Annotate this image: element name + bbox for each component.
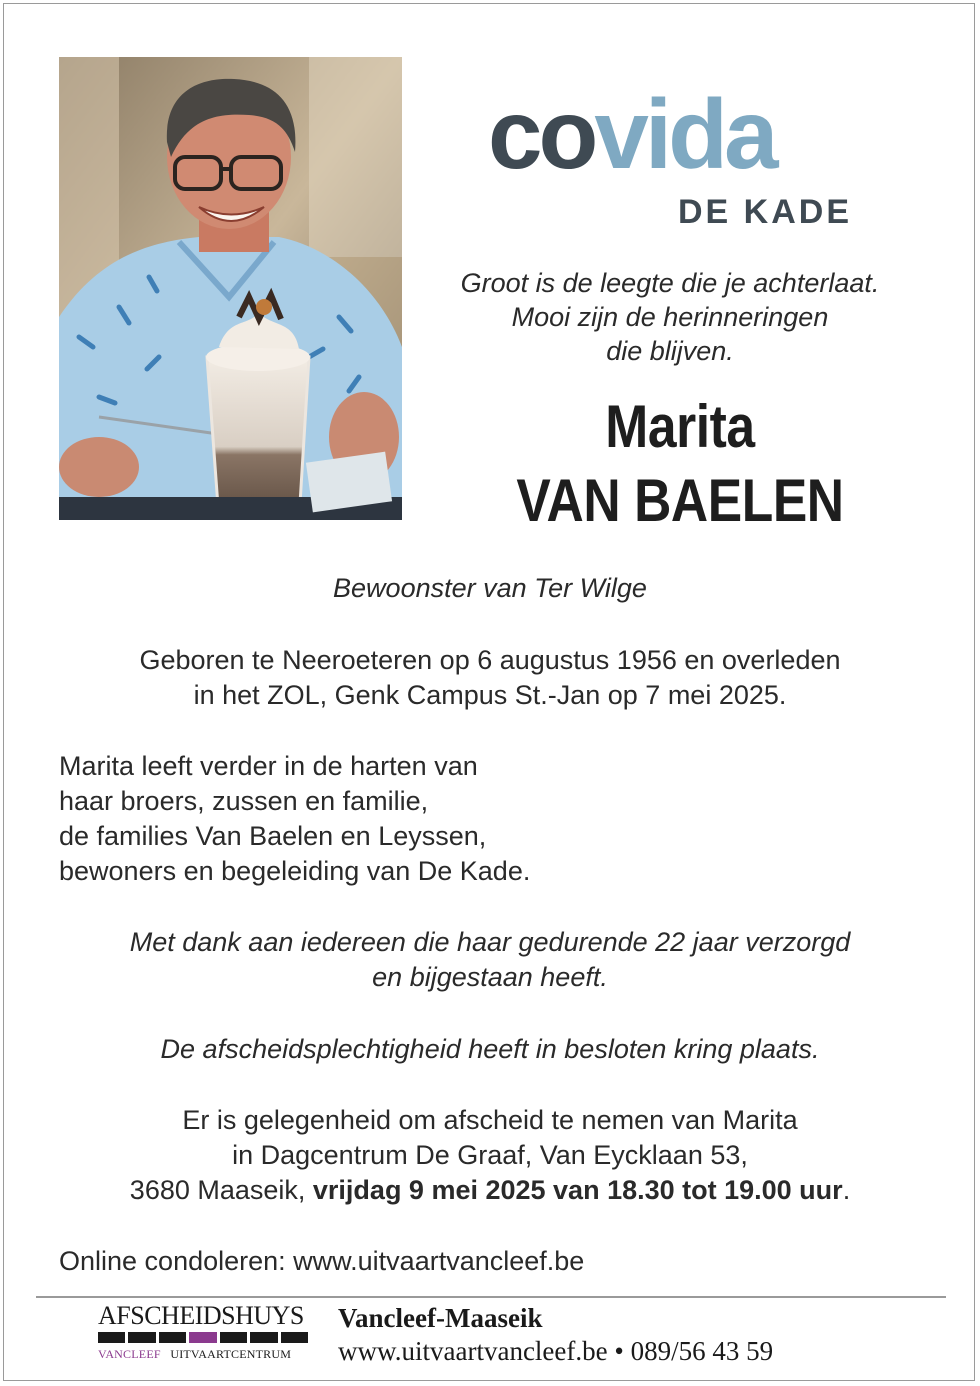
text-line: bewoners en begeleiding van De Kade. [59,856,531,886]
address-city: 3680 Maaseik, [129,1175,313,1205]
fh-logo-bars [98,1332,308,1343]
thanks-text [0,925,980,995]
quote-line: die blijven. [606,336,734,366]
text-line: Geboren te Neeroeteren op 6 augustus 1956 en overleden [139,645,841,675]
logo-subtitle: DE KADE [678,193,853,230]
afscheidshuys-logo [98,1302,308,1366]
funeral-home-name: Vancleef-Maaseik [338,1303,543,1333]
fh-sub-right: UITVAARTCENTRUM [170,1347,292,1361]
last-name: VAN BAELEN [516,467,844,534]
text-line: haar broers, zussen en familie, [59,786,429,816]
fh-logo-title: AFSCHEIDSHUYS [98,1301,304,1330]
covida-logo [488,70,868,230]
birth-death-text [0,643,980,713]
first-name: Marita [605,393,755,460]
memorial-quote [400,266,940,368]
text-line [0,1173,980,1208]
ceremony-text: De afscheidsplechtigheid heeft in besloten kring plaats. [160,1034,820,1064]
online-condolence[interactable]: Online condoleren: www.uitvaartvancleef.be [59,1246,585,1276]
text-line: in het ZOL, Genk Campus St.-Jan op 7 mei 2025. [193,680,787,710]
quote-line: Groot is de leegte die je achterlaat. [460,268,880,298]
svg-text:covida: covida [488,79,775,189]
text-line: in Dagcentrum De Graaf, Van Eycklaan 53, [232,1140,748,1170]
text-line: Marita leeft verder in de harten van [59,751,478,781]
visitation-text [0,1103,980,1208]
text-line: Er is gelegenheid om afscheid te nemen van Marita [182,1105,798,1135]
family-text [59,749,939,889]
text-line: Met dank aan iedereen die haar gedurende 22 jaar verzorgd [129,927,851,957]
quote-line: Mooi zijn de herinneringen [511,302,829,332]
funeral-home-website-phone[interactable]: www.uitvaartvancleef.be • 089/56 43 59 [338,1336,774,1366]
portrait-photo [59,57,402,520]
funeral-home-contact [338,1302,773,1368]
period: . [842,1175,851,1205]
footer-divider [36,1296,946,1298]
text-line: de families Van Baelen en Leyssen, [59,821,487,851]
fh-logo-subtitle [98,1346,308,1362]
deceased-name [499,390,860,538]
visitation-datetime: vrijdag 9 mei 2025 van 18.30 tot 19.00 uur [312,1175,843,1205]
resident-line: Bewoonster van Ter Wilge [333,573,647,603]
fh-sub-left: VANCLEEF [98,1347,161,1361]
text-line: en bijgestaan heeft. [372,962,608,992]
